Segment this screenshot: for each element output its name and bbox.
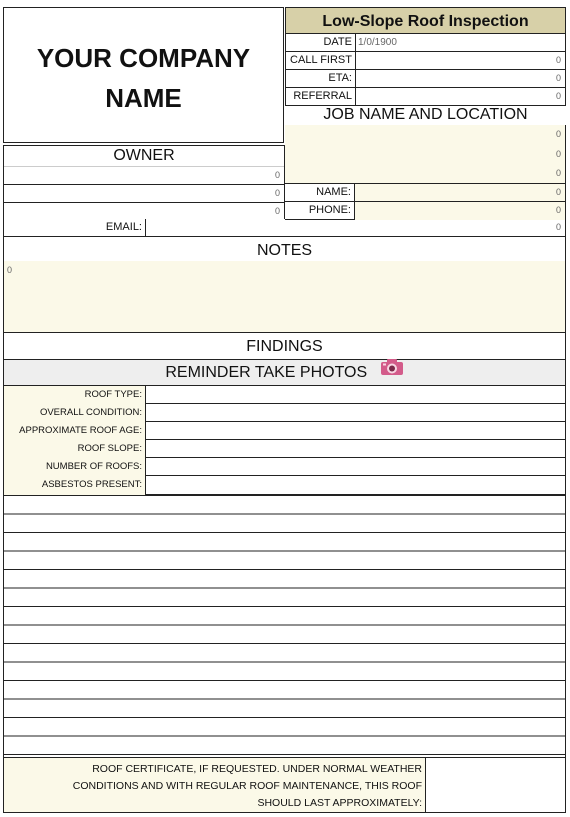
company-name-line1: YOUR COMPANY bbox=[36, 43, 251, 73]
company-name-box bbox=[3, 7, 284, 143]
notes-value: 0 bbox=[7, 265, 13, 275]
notes-header bbox=[3, 237, 566, 261]
owner-line-1[interactable] bbox=[4, 166, 284, 184]
finding-row bbox=[4, 422, 565, 440]
certificate-years-value[interactable] bbox=[426, 758, 565, 812]
company-name-line2: NAME bbox=[105, 83, 182, 113]
findings-title: FINDINGS bbox=[246, 338, 323, 355]
finding-row bbox=[4, 386, 565, 404]
number-of-roofs-label: NUMBER OF ROOFS: bbox=[4, 458, 146, 476]
certificate-line-1: ROOF CERTIFICATE, IF REQUESTED. UNDER NORMAL WEATHER bbox=[92, 763, 422, 775]
finding-row bbox=[4, 404, 565, 422]
call-first-value[interactable]: 0 bbox=[555, 55, 561, 65]
name-label: NAME: bbox=[285, 184, 355, 202]
referral-row bbox=[285, 88, 566, 106]
owner-value-1: 0 bbox=[274, 170, 280, 180]
asbestos-label: ASBESTOS PRESENT: bbox=[4, 476, 146, 495]
finding-fields bbox=[3, 386, 566, 496]
job-line-3: 0 bbox=[555, 168, 561, 178]
call-first-row bbox=[285, 52, 566, 70]
certificate-text bbox=[4, 758, 426, 812]
call-first-label: CALL FIRST bbox=[286, 52, 356, 69]
phone-label: PHONE: bbox=[285, 202, 355, 220]
date-label: DATE bbox=[286, 34, 356, 51]
form-title: Low-Slope Roof Inspection bbox=[285, 7, 566, 34]
email-label: EMAIL: bbox=[4, 219, 146, 236]
findings-header bbox=[3, 333, 566, 360]
reminder-row bbox=[3, 360, 566, 386]
job-line-2: 0 bbox=[555, 149, 561, 159]
finding-row bbox=[4, 440, 565, 458]
blank-lines[interactable] bbox=[3, 495, 566, 757]
roof-type-label: ROOF TYPE: bbox=[4, 386, 146, 404]
email-value[interactable]: 0 bbox=[555, 222, 561, 232]
referral-value[interactable]: 0 bbox=[555, 91, 561, 101]
roof-slope-value[interactable] bbox=[146, 440, 565, 458]
job-location-area[interactable] bbox=[285, 125, 566, 183]
asbestos-value[interactable] bbox=[146, 476, 565, 495]
name-row bbox=[285, 183, 566, 201]
overall-condition-label: OVERALL CONDITION: bbox=[4, 404, 146, 422]
owner-value-3: 0 bbox=[274, 206, 280, 216]
overall-condition-value[interactable] bbox=[146, 404, 565, 422]
reminder-text: REMINDER TAKE PHOTOS bbox=[165, 364, 368, 381]
notes-area[interactable] bbox=[3, 261, 566, 333]
certificate-row bbox=[3, 757, 566, 813]
eta-label: ETA: bbox=[286, 70, 356, 87]
owner-value-2: 0 bbox=[274, 188, 280, 198]
reminder-content bbox=[4, 360, 565, 385]
certificate-line-2: CONDITIONS AND WITH REGULAR ROOF MAINTENANCE, THIS ROOF bbox=[72, 780, 422, 792]
finding-row bbox=[4, 458, 565, 476]
eta-row bbox=[285, 70, 566, 88]
referral-label: REFERRAL bbox=[286, 88, 356, 105]
owner-title: OWNER bbox=[113, 147, 175, 164]
date-row bbox=[285, 34, 566, 52]
roof-slope-label: ROOF SLOPE: bbox=[4, 440, 146, 458]
roof-age-value[interactable] bbox=[146, 422, 565, 440]
name-value[interactable]: 0 bbox=[355, 184, 566, 202]
job-section-title: JOB NAME AND LOCATION bbox=[323, 106, 528, 123]
finding-row bbox=[4, 476, 565, 495]
phone-row bbox=[285, 201, 566, 220]
number-of-roofs-value[interactable] bbox=[146, 458, 565, 476]
eta-value[interactable]: 0 bbox=[555, 73, 561, 83]
roof-type-value[interactable] bbox=[146, 386, 565, 404]
notes-title: NOTES bbox=[256, 242, 313, 259]
owner-line-2[interactable] bbox=[4, 184, 284, 202]
email-row bbox=[3, 219, 566, 237]
date-value[interactable]: 1/0/1900 bbox=[358, 37, 397, 48]
phone-value[interactable]: 0 bbox=[355, 202, 566, 220]
camera-icon bbox=[380, 358, 404, 385]
job-line-1: 0 bbox=[555, 129, 561, 139]
owner-line-3[interactable] bbox=[4, 202, 284, 220]
certificate-line-3: SHOULD LAST APPROXIMATELY: bbox=[257, 797, 422, 809]
owner-section bbox=[3, 145, 285, 219]
header-fields bbox=[285, 34, 566, 104]
roof-age-label: APPROXIMATE ROOF AGE: bbox=[4, 422, 146, 440]
